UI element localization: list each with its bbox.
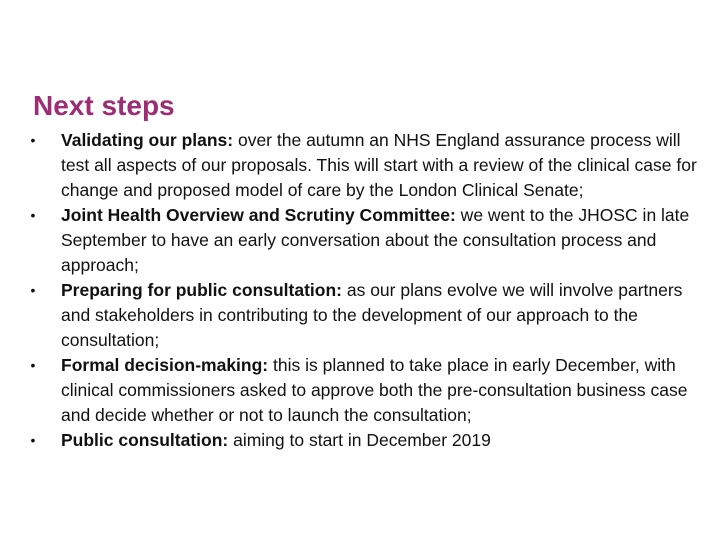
bullet-lead: Public consultation:: [61, 430, 229, 450]
bullet-dot-icon: •: [30, 132, 36, 148]
bullet-item-jhosc: [20, 203, 700, 278]
bullet-text: this is planned to take place in early December, with clinical commissioners asked to approve both the pre-consultation business case and decide whether or not to launch the consultation;: [61, 355, 688, 425]
bullet-lead: Joint Health Overview and Scrutiny Committee:: [61, 205, 456, 225]
bullet-text: we went to the JHOSC in late September to have an early conversation about the consultation process and approach;: [61, 205, 690, 275]
bullet-dot-icon: •: [30, 207, 36, 223]
bullet-lead: Preparing for public consultation:: [61, 280, 342, 300]
bullet-lead: Validating our plans:: [61, 130, 234, 150]
bullet-item-formal-decision: [20, 353, 700, 428]
bullet-dot-icon: •: [30, 357, 36, 373]
bullet-item-preparing-consultation: [20, 278, 700, 353]
bullet-text: as our plans evolve we will involve partners and stakeholders in contributing to the development of our approach to the consultation;: [61, 280, 683, 350]
bullet-dot-icon: •: [30, 282, 36, 298]
bullet-item-public-consultation: [20, 428, 700, 453]
bullet-text: over the autumn an NHS England assurance process will test all aspects of our proposals. This will start with a review of the clinical case for change and proposed model of care by the London Clinical Senate;: [61, 130, 697, 200]
bullet-text: aiming to start in December 2019: [228, 430, 491, 450]
bullet-lead: Formal decision-making:: [61, 355, 269, 375]
bullet-item-validating-plans: [20, 128, 700, 203]
bullet-dot-icon: •: [30, 432, 36, 448]
slide-title: Next steps: [33, 90, 175, 121]
bullet-list: [20, 128, 700, 453]
